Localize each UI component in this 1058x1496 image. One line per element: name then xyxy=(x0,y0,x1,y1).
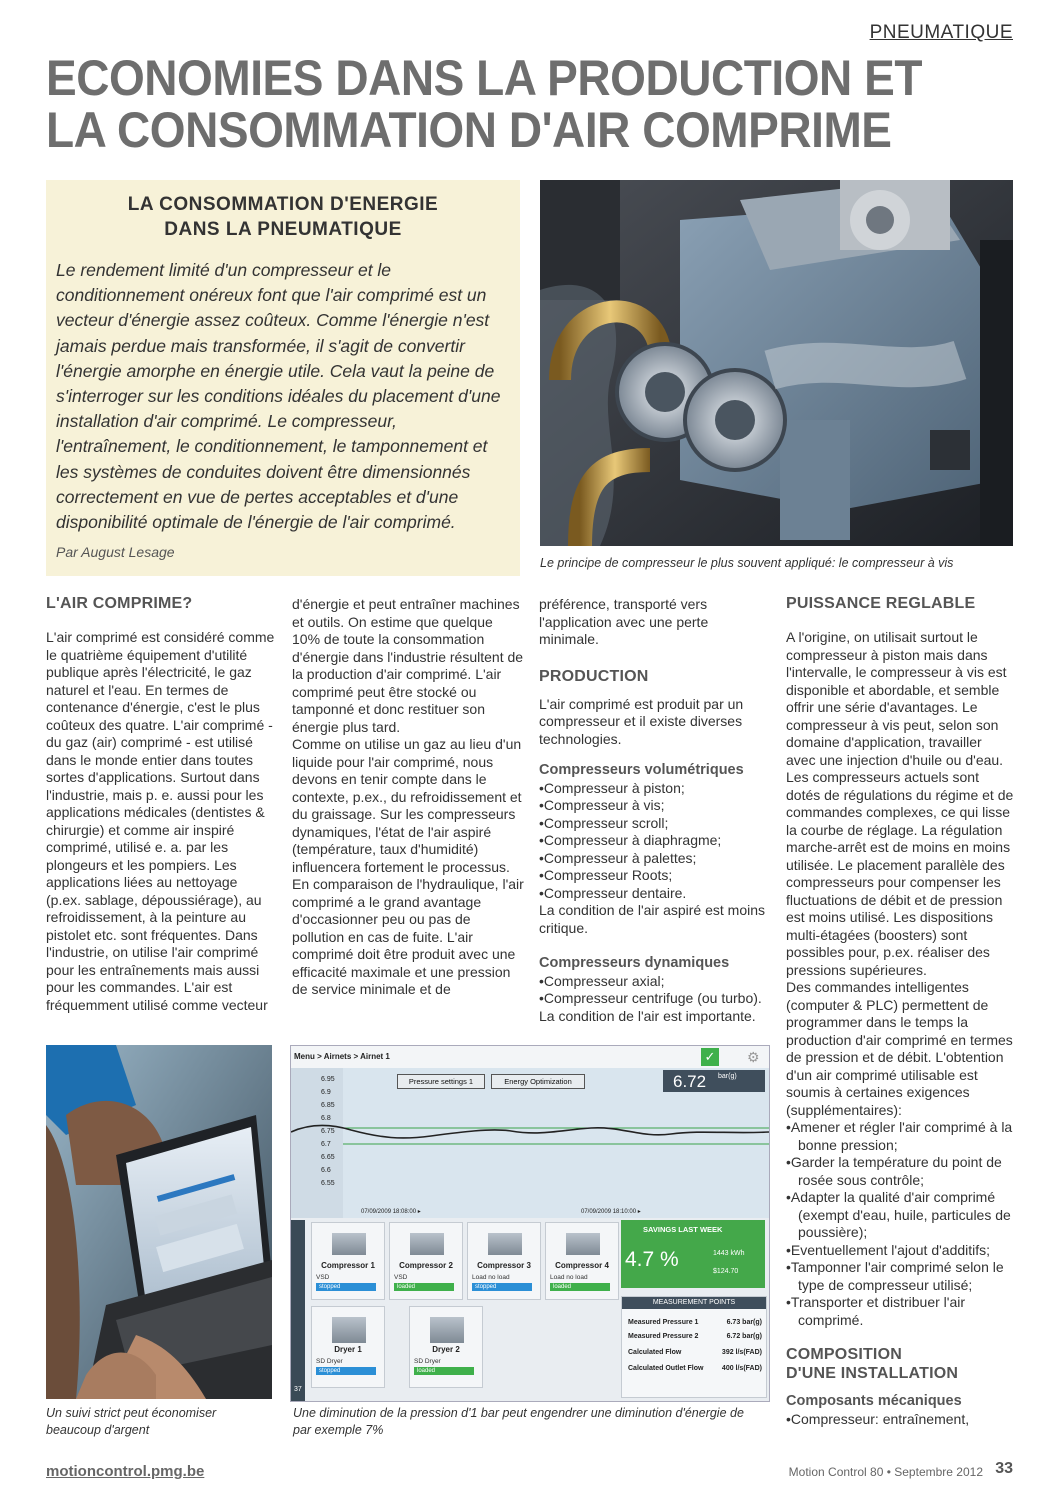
compressor-status: loaded xyxy=(550,1283,610,1291)
compressor-name: Compressor 1 xyxy=(321,1261,375,1270)
compressor-name: Compressor 3 xyxy=(477,1261,531,1270)
date-marker-2: 07/09/2009 18:10:00 ▸ xyxy=(581,1209,641,1215)
subheading-volumetriques: Compresseurs volumétriques xyxy=(539,762,744,778)
compressor-status: loaded xyxy=(394,1283,454,1291)
compressor-status: stopped xyxy=(316,1283,376,1291)
col2-paragraph-2: Comme on utilise un gaz au lieu d'un liquide pour l'air comprimé, nous devons en tenir compte dans le contexte, p.ex., du refroidissement et du graissage. Sur les compresseurs dynamiques, l'état de l'air aspiré (température, taux d'humidité) influencera fortement le processus. xyxy=(292,736,522,875)
measurement-row: Measured Pressure 1 6.73 bar(g) xyxy=(628,1319,762,1326)
subheading-dynamiques: Compresseurs dynamiques xyxy=(539,955,730,971)
dryer-tile[interactable] xyxy=(311,1306,385,1388)
pressure-value: 6.72 xyxy=(673,1072,707,1091)
laptop-photo xyxy=(46,1045,272,1399)
side-strip xyxy=(291,1220,305,1401)
screen-caption: Une diminution de la pression d'1 bar peut engendrer une diminution d'énergie de par exemple 7% xyxy=(293,1406,744,1437)
list-item: •Tamponner l'air comprimé selon le type de compresseur utilisé; xyxy=(786,1259,1004,1293)
compressor-type: VSD xyxy=(316,1274,330,1281)
dryer-image xyxy=(430,1317,464,1343)
side-value: 37 xyxy=(294,1386,302,1393)
dryer-name: Dryer 2 xyxy=(432,1345,460,1354)
pressure-settings-button[interactable]: Pressure settings 1 xyxy=(397,1074,485,1089)
compressor-type: Load no load xyxy=(472,1274,510,1281)
intro-heading-line-1: LA CONSOMMATION D'ENERGIE xyxy=(127,194,439,215)
col2-paragraph-1: d'énergie et peut entraîner machines et outils. On estime que quelque 10% de toute la consommation d'énergie dans l'industrie résultent de la production d'air comprimé. L'air comprimé peut être stocké ou tamponné et donc restituer son énergie plus tard. xyxy=(292,596,524,735)
y-tick: 6.65 xyxy=(321,1154,335,1161)
measurement-title: MEASUREMENT POINTS xyxy=(622,1297,766,1309)
compressor-name: Compressor 4 xyxy=(555,1261,609,1270)
compressor-tile[interactable] xyxy=(545,1222,619,1300)
compressor-caption: Le principe de compresseur le plus souvent appliqué: le compresseur à vis xyxy=(540,556,954,570)
col3-paragraph-3: La condition de l'air aspiré est moins critique. xyxy=(539,902,766,936)
article-title xyxy=(46,52,948,156)
subheading-composants: Composants mécaniques xyxy=(786,1393,962,1409)
list-item: •Transporter et distribuer l'air comprimé. xyxy=(786,1294,966,1328)
measurement-row: Calculated Outlet Flow 400 l/s(FAD) xyxy=(628,1365,762,1372)
col3-paragraph-2: L'air comprimé est produit par un compresseur et il existe diverses technologies. xyxy=(539,695,744,747)
compressor-image xyxy=(488,1233,522,1255)
column-3 xyxy=(539,596,771,1025)
col3-paragraph-1: préférence, transporté vers l'application avec une perte minimale. xyxy=(539,596,709,647)
savings-panel xyxy=(621,1220,765,1288)
intro-heading xyxy=(46,192,520,242)
y-tick: 6.8 xyxy=(321,1115,331,1122)
footer-url[interactable]: motioncontrol.pmg.be xyxy=(46,1463,205,1480)
intro-author: Par August Lesage xyxy=(56,544,175,560)
column-1 xyxy=(46,594,276,1014)
y-tick: 6.9 xyxy=(321,1089,331,1096)
compressor-type: Load no load xyxy=(550,1274,588,1281)
pressure-chart xyxy=(291,1068,769,1218)
title-line-1: ECONOMIES DANS LA PRODUCTION ET xyxy=(46,50,922,106)
y-tick: 6.75 xyxy=(321,1128,335,1135)
dryer-type: SD Dryer xyxy=(414,1358,441,1365)
list-item: •Compresseur à piston; xyxy=(539,779,685,796)
compressor-tile[interactable] xyxy=(389,1222,463,1300)
heading-composition-line-1: COMPOSITION xyxy=(786,1346,902,1363)
col4-paragraph-1: A l'origine, on utilisait surtout le compresseur à piston mais dans l'intervalle, le compresseur à vis est disponible et abordable, et semble offrir une série d'avantages. Le compresseur à vis peut, selon son domaine d'application, travailler avec une injection d'huile ou d'eau. Les compresseurs actuels sont dotés de régulations du régime et de commandes complexes, ce qui lisse la courbe de réglage. La régulation marche-arrêt est de moins en moins utilisée. Le placement parallèle des compresseurs pour compenser les fluctuations de débit et de pression est moins utilisé. Les dispositions multi-étagées (boosters) sont possibles pour, p.ex. réaliser des pressions supérieures. xyxy=(786,629,1014,978)
col3-paragraph-4: La condition de l'air est importante. xyxy=(539,1007,756,1024)
pressure-readout xyxy=(663,1070,765,1092)
title-line-2: LA CONSOMMATION D'AIR COMPRIME xyxy=(46,102,892,158)
list-item: •Compresseur Roots; xyxy=(539,867,673,883)
list-item: •Eventuellement l'ajout d'additifs; xyxy=(786,1241,991,1258)
list-item: •Compresseur scroll; xyxy=(539,814,669,831)
col1-paragraph: L'air comprimé est considéré comme le quatrième équipement d'utilité publique après l'électricité, le gaz naturel et l'eau. En termes de contenance d'énergie, c'est le plus coûteux des quatre. L'air comprimé - du gaz (air) comprimé - est utilisé dans le monde entier dans toutes sortes d'applications. Surtout dans l'industrie, mais p. e. aussi pour les applications médicales (dentistes & chirurgie) et comme air inspiré comprimé, utilisé e. a. par les plongeurs et les pompiers. Les applications liées au nettoyage (p.ex. sablage, dépoussiérage), au refroidissement, à la peinture au pistolet etc. sont fréquentes. Dans l'industrie, on utilise l'air comprimé pour les entraînements mais aussi pour les commandes. L'air est fréquemment utilisé comme vecteur xyxy=(46,629,275,1013)
intro-text: Le rendement limité d'un compresseur et le conditionnement onéreux font que l'air comprimé est un vecteur d'énergie assez coûteux. Comme l'énergie n'est jamais perdue mais transformée, il s'agit de convertir l'énergie amorphe en énergie utile. Cela vaut la peine de s'interroger sur les conditions idéales du placement d'une installation d'air comprimé. Le compresseur, l'entraînement, le conditionnement, le tamponnement et les systèmes de conduites doivent être dimensionnés correctement en vue de pertes acceptables et d'une disponibilité optimale de l'énergie de l'air comprimé. xyxy=(56,260,501,533)
dryer-type: SD Dryer xyxy=(316,1358,343,1365)
compressor-tile[interactable] xyxy=(311,1222,385,1300)
y-tick: 6.7 xyxy=(321,1141,331,1148)
heading-production: PRODUCTION xyxy=(539,667,649,685)
measurement-panel xyxy=(621,1296,767,1398)
y-tick: 6.55 xyxy=(321,1180,335,1187)
list-item: •Compresseur centrifuge (ou turbo). xyxy=(539,990,762,1006)
list-volumetriques xyxy=(539,780,771,903)
dryer-status: loaded xyxy=(414,1367,474,1375)
savings-money: $124.70 xyxy=(713,1268,739,1275)
list-item: •Amener et régler l'air comprimé à la bonne pression; xyxy=(786,1119,1013,1153)
pressure-unit: bar(g) xyxy=(718,1073,737,1080)
dryer-name: Dryer 1 xyxy=(334,1345,362,1354)
savings-kwh: 1443 kWh xyxy=(713,1250,745,1257)
laptop-caption: Un suivi strict peut économiser beaucoup d'argent xyxy=(46,1406,217,1437)
list-dynamiques xyxy=(539,973,771,1008)
intro-heading-line-2: DANS LA PNEUMATIQUE xyxy=(164,219,402,240)
col2-paragraph-3: En comparaison de l'hydraulique, l'air comprimé a le grand avantage d'occasionner peu ou pas de pollution en cas de fuite. L'air comprimé doit être produit avec une efficacité maximale et une pression de service minimale et de xyxy=(292,876,524,997)
measurement-row: Measured Pressure 2 6.72 bar(g) xyxy=(628,1333,762,1340)
column-2 xyxy=(292,596,524,999)
column-4 xyxy=(786,594,1014,1428)
compressor-status: stopped xyxy=(472,1283,532,1291)
energy-optimization-button[interactable]: Energy Optimization xyxy=(491,1074,585,1089)
compressor-image xyxy=(332,1233,366,1255)
list-item: •Compresseur à palettes; xyxy=(539,849,697,866)
dryer-image xyxy=(332,1317,366,1343)
y-tick: 6.6 xyxy=(321,1167,331,1174)
compressor-photo xyxy=(540,180,1013,546)
screen-topbar xyxy=(291,1046,769,1069)
list-item: •Compresseur dentaire. xyxy=(539,884,687,901)
list-item: •Compresseur: entraînement, xyxy=(786,1410,970,1427)
compressor-tile[interactable] xyxy=(467,1222,541,1300)
list-item: •Compresseur axial; xyxy=(539,972,665,989)
heading-air-comprime: L'AIR COMPRIME? xyxy=(46,595,193,612)
y-tick: 6.95 xyxy=(321,1076,335,1083)
screen-breadcrumb[interactable]: Menu > Airnets > Airnet 1 xyxy=(294,1052,390,1061)
heading-composition xyxy=(786,1345,1014,1383)
date-marker-1: 07/09/2009 18:08:00 ▸ xyxy=(361,1209,421,1215)
dryer-status: stopped xyxy=(316,1367,376,1375)
list-exigences xyxy=(786,1119,1014,1329)
dryer-tile[interactable] xyxy=(409,1306,483,1388)
savings-percent: 4.7 % xyxy=(625,1248,679,1271)
savings-title: SAVINGS LAST WEEK xyxy=(643,1225,723,1234)
list-item: •Compresseur à diaphragme; xyxy=(539,832,722,848)
footer-magazine: Motion Control 80 • Septembre 2012 xyxy=(788,1465,983,1479)
heading-puissance-reglable: PUISSANCE REGLABLE xyxy=(786,595,976,612)
compressor-type: VSD xyxy=(394,1274,408,1281)
compressor-name: Compressor 2 xyxy=(399,1261,453,1270)
list-item: •Compresseur à vis; xyxy=(539,797,665,813)
list-item: •Adapter la qualité d'air comprimé (exempt d'eau, huile, particules de poussière); xyxy=(786,1189,1011,1240)
list-item: •Garder la température du point de rosée sous contrôle; xyxy=(786,1154,1002,1188)
heading-composition-line-2: D'UNE INSTALLATION xyxy=(786,1365,959,1382)
compressor-image xyxy=(566,1233,600,1255)
section-label: PNEUMATIQUE xyxy=(869,22,1013,43)
check-icon[interactable]: ✓ xyxy=(701,1048,719,1066)
intro-box xyxy=(46,180,520,576)
measurement-row: Calculated Flow 392 l/s(FAD) xyxy=(628,1349,762,1356)
y-tick: 6.85 xyxy=(321,1102,335,1109)
compressor-image xyxy=(410,1233,444,1255)
monitoring-screenshot xyxy=(290,1045,770,1402)
page-number: 33 xyxy=(995,1460,1013,1477)
gear-icon[interactable]: ⚙ xyxy=(747,1049,760,1065)
col4-paragraph-2: Des commandes intelligentes (computer & PLC) permettent de programmer dans le temps la production d'air comprimé en termes de pression et de débit. L'obtention d'un air comprimé utilisable est soumis à certaines exigences (supplémentaires): xyxy=(786,979,1013,1118)
